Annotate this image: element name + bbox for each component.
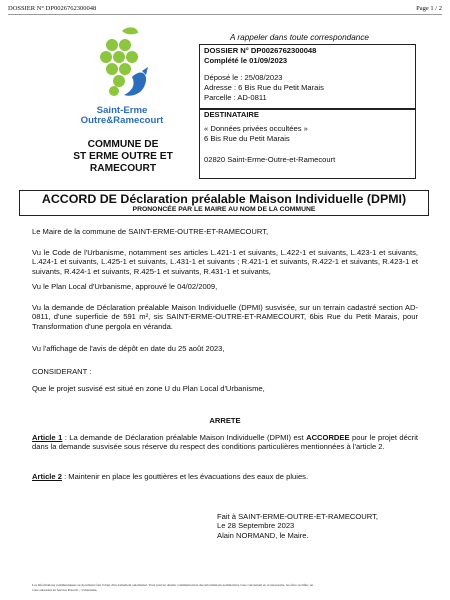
body-affichage: Vu l'affichage de l'avis de dépôt en date du 25 août 2023, bbox=[32, 344, 225, 353]
article-1-accordee: ACCORDEE bbox=[306, 433, 350, 442]
header-dossier-ref: DOSSIER N° DP0026762300048 bbox=[8, 5, 97, 12]
dossier-title: DOSSIER N° DP0026762300048 bbox=[204, 46, 317, 55]
destinataire-ville: 02820 Saint-Erme-Outre-et-Ramecourt bbox=[204, 155, 336, 164]
article-2-label: Article 2 bbox=[32, 472, 62, 481]
article-1-text-b: pour le projet décrit dans la demande susvisée sous réserve du respect des conditions particulières mentionnées à l'article 2. bbox=[32, 433, 418, 452]
signature-signataire: Alain NORMAND, le Maire. bbox=[217, 530, 309, 540]
logo-wordmark bbox=[72, 106, 172, 126]
logo-line2: Outre&Ramecourt bbox=[80, 115, 164, 126]
article-1 bbox=[32, 433, 418, 452]
article-1-label: Article 1 bbox=[32, 433, 63, 442]
dossier-adresse: Adresse : 6 Bis Rue du Petit Marais bbox=[204, 83, 324, 92]
signature-block bbox=[217, 512, 427, 540]
body-plu: Vu le Plan Local d'Urbanisme, approuvé le 04/02/2009, bbox=[32, 282, 218, 291]
destinataire-label: DESTINATAIRE bbox=[204, 110, 259, 119]
decision-title-box bbox=[19, 190, 429, 216]
considerant-text: Que le projet susvisé est situé en zone U du Plan Local d'Urbanisme, bbox=[32, 384, 265, 393]
arrete-heading: ARRETE bbox=[209, 416, 241, 425]
destinataire-donnees: « Données privées occultées » bbox=[204, 124, 308, 133]
destinataire-box bbox=[199, 108, 416, 179]
body-maire: Le Maire de la commune de SAINT-ERME-OUTRE-ET-RAMECOURT, bbox=[32, 227, 269, 236]
logo-line1: Saint-Erme bbox=[96, 105, 148, 116]
dossier-depose: Déposé le : 25/08/2023 bbox=[204, 73, 283, 82]
article-2 bbox=[32, 472, 418, 481]
commune-line2: ST ERME OUTRE ET bbox=[73, 151, 173, 162]
commune-name bbox=[55, 139, 191, 175]
dossier-complete: Complété le 01/09/2023 bbox=[204, 56, 288, 65]
footnote-line1: Les informations communiquées au document font l'objet d'un traitement automatisé. Vous pouvez obtenir communication des informations nominatives vous concernant et, si nécessaire, les faire rectifier, en bbox=[32, 583, 314, 587]
considerant-heading: CONSIDERANT : bbox=[32, 367, 92, 376]
footnote bbox=[32, 583, 422, 592]
decision-title: ACCORD DE Déclaration préalable Maison Individuelle (DPMI) bbox=[41, 192, 407, 206]
article-2-text: : Maintenir en place les gouttières et les évacuations des eaux de pluies. bbox=[61, 472, 309, 481]
dossier-parcelle: Parcelle : AD-0811 bbox=[204, 93, 267, 102]
decision-subtitle: PRONONCÉE PAR LE MAIRE AU NOM DE LA COMMUNE bbox=[132, 206, 316, 213]
dossier-box bbox=[199, 44, 416, 110]
article-1-text-a: : La demande de Déclaration préalable Maison Individuelle (DPMI) est bbox=[62, 433, 307, 442]
body-demande: Vu la demande de Déclaration préalable Maison Individuelle (DPMI) susvisée, sur un terrain cadastré section AD-0811, d'une superficie de 591 m², sis SAINT-ERME-OUTRE-ET-RAMECOURT, 6bis Rue du Petit Marais, pour Transformation d'une pergola en véranda. bbox=[32, 303, 418, 331]
document-header bbox=[8, 4, 442, 15]
body-code-urbanisme: Vu le Code de l'Urbanisme, notamment ses articles L.421-1 et suivants, L.422-1 et suivants, L.423-1 et suivants, L.424-1 et suivants, L.425-1 et suivants, L.431-1 et suivants ; R.421-1 et suivants, R.422-1 et suivants, R.423-1 et suivants, R.424-1 et suivants, R.425-1 et suivants, R.431-1 et suivants, bbox=[32, 248, 418, 276]
commune-line1: COMMUNE DE bbox=[87, 139, 159, 150]
footnote-line2: vous adressant au Service Prescrit – Urbanisme. bbox=[32, 587, 98, 592]
commune-line3: RAMECOURT bbox=[89, 163, 157, 174]
page-number: Page 1 / 2 bbox=[416, 5, 442, 12]
signature-date: Le 28 Septembre 2023 bbox=[217, 521, 295, 531]
signature-fait: Fait à SAINT-ERME-OUTRE-ET-RAMECOURT, bbox=[217, 512, 379, 521]
rappel-note: A rappeler dans toute correspondance bbox=[230, 33, 369, 42]
destinataire-adresse: 6 Bis Rue du Petit Marais bbox=[204, 134, 290, 143]
